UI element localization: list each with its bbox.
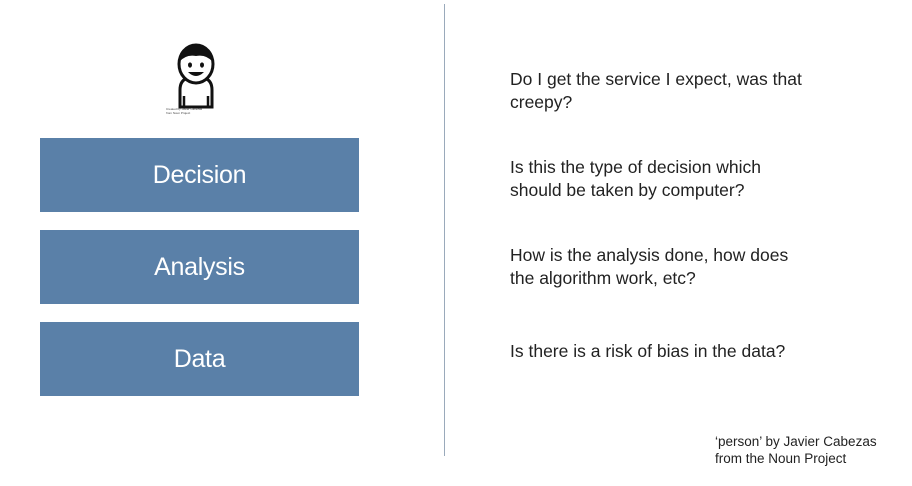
person-icon (166, 40, 238, 118)
credit-line: from the Noun Project (715, 451, 847, 466)
decision-layer-label: Decision (152, 160, 247, 189)
person-icon-attribution-line: from Noun Project (166, 110, 191, 115)
question-line: Is there is a risk of bias in the data? (510, 341, 786, 361)
analysis-layer-box (40, 230, 359, 304)
question-line: Is this the type of decision which (510, 157, 761, 177)
person-icon-graphic (166, 40, 226, 110)
analysis-question (510, 244, 840, 290)
analysis-layer-label: Analysis (154, 252, 245, 281)
data-layer-box (40, 322, 359, 396)
question-line: Do I get the service I expect, was that (510, 69, 802, 89)
credit-line: ‘person’ by Javier Cabezas (715, 434, 877, 449)
decision-type-question (510, 156, 840, 202)
data-layer-label: Data (173, 344, 226, 373)
data-question (510, 340, 840, 363)
decision-question (510, 68, 840, 114)
question-line: the algorithm work, etc? (510, 268, 696, 288)
person-icon-attribution (166, 108, 202, 115)
question-line: creepy? (510, 92, 573, 112)
question-line: should be taken by computer? (510, 180, 745, 200)
vertical-divider (444, 4, 445, 456)
person-icon-attribution-line: Created by Javier Cabezas (166, 107, 203, 111)
decision-layer-box (40, 138, 359, 212)
icon-credit (715, 433, 877, 467)
question-line: How is the analysis done, how does (510, 245, 789, 265)
